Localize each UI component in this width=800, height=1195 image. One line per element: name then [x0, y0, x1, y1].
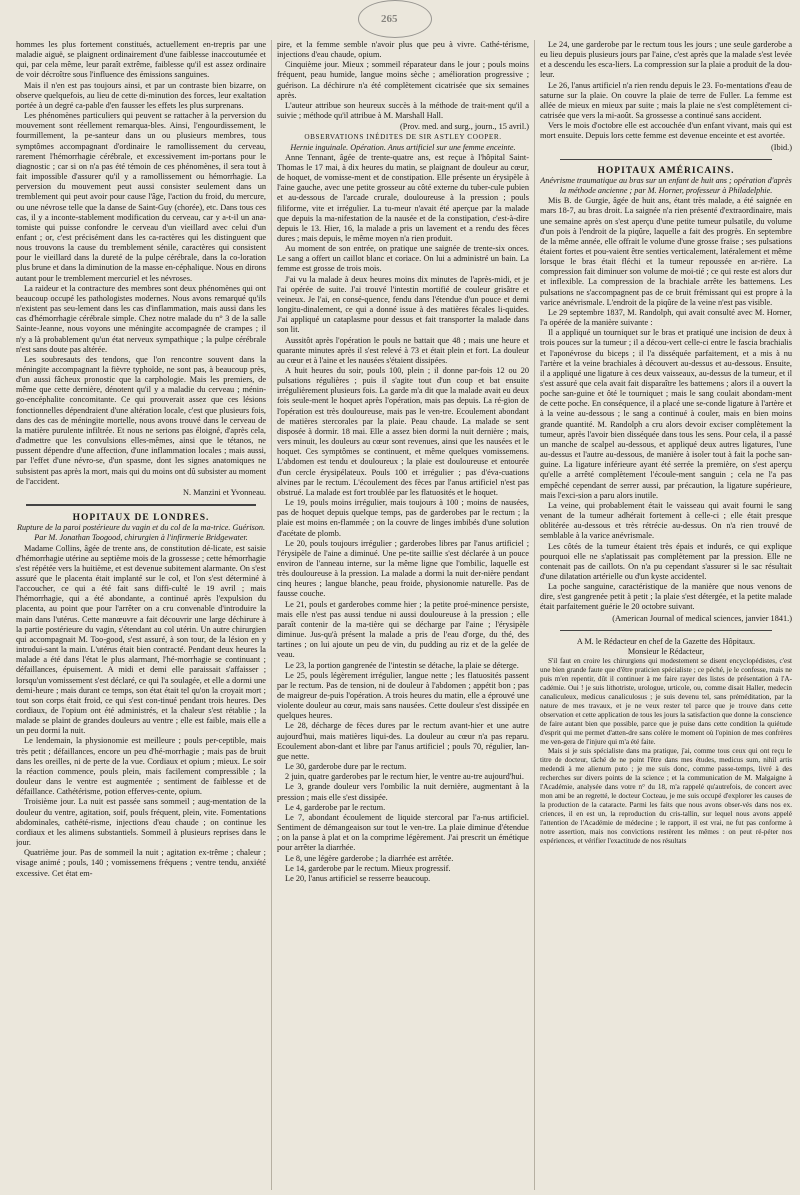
paragraph: Troisième jour. La nuit est passée sans sommeil ; aug-mentation de la douleur du ventre, agitation, soif, pouls fréquent, plein, vite. Fomentations abdominales, cathété-risme, injections d'eau chaude ; on continue les cordiaux et les alimens substantiels. Sommeil à plusieurs reprises dans le jour.: [16, 797, 266, 848]
paragraph: Le 29 septembre 1837, M. Randolph, qui avait consulté avec M. Horner, l'a opérée de la manière suivante :: [540, 307, 792, 328]
section-heading: HOPITAUX DE LONDRES.: [72, 513, 210, 524]
paragraph: Il a appliqué un tourniquet sur le bras et pratiqué une incision de deux à trois pouces sur la tumeur ; il a décou-vert celle-ci entre le fascia brachialis et l'aponévrose du biceps ; il l'a disséquée parfaitement, et a mis à nu l'artère et la veine brachiales à découvert au-dessus et au-dessous. Ensuite, il a appliqué une ligature à ces deux vaisseaux, au-dessus de la tumeur, et il s'est assuré que cela avait fait disparaître les battemens ; alors il a ouvert la poche san-guine et ôté le tourniquet ; mais le sang coulait abondam-ment de cette poche. En conséquence, il a placé une se-conde ligature à l'artère et à la veine au-dessous ; le sang a continué à couler, mais en bien moins grande quantité. M. Randolph a cru alors devoir exciser complètement la tumeur, après l'avoir bien disséquée dans tous les sens. Pour cela, il a passé un manche de scalpel au-dessous, et appliqué deux autres ligatures, l'une au-dessus et l'autre au-dessous, de manière à isoler tout à fait la poche san-guine. La ligature inférieure ayant été serrée la première, on s'est aperçu qu'elle a arrêté complètement l'écoule-ment sanguin ; cela ne l'a pas empêché cependant de serrer aussi, par précaution, la ligature supérieure, mais l'exci-sion a paru alors inutile.: [540, 328, 792, 500]
column-1: [16, 40, 266, 1190]
paragraph: Les phénomènes particuliers qui peuvent se rattacher à la perversion du mouvement sont réellement remarqua-bles. Ainsi, l'engourdissement, le fourmillement, la pe-santeur dans un ou plusieurs membres, tous symptômes accompagnant d'ordinaire le ramollissement du cerveau, rarement l'hémorrhagie cérébrale, et excessivement im-portans pour le diagnostic ; car si on n'a pas été témoin de ces phénomènes, il sera tout à fait impossible d'assurer qu'il y a ramollissement ou hémorrhagie. La perversion du mouvement peut aussi consister seulement dans un tremblement qui peut avoir pour cause l'âge, l'action du froid, du mercure, ou une névrose telle que la danse de Saint-Guy (chorée), etc. Dans tous ces cas, il y a inconte-stablement modification du cerveau, car y a-t-il un ana-tomiste qui puisse confondre le cerveau d'un vieillard avec celui d'un enfant ; or, c'est précisément dans les ca-ractères qui les distinguent que nous trouvons la cause du tremblement sénile, caractères qui consistent pour le vieillard dans la dureté de la pulpe cérébrale, dans la co-loration plus brune et dans la diminution de la masse en-céphalique. Nous en dirons autant pour le tremblement mercuriel et les névroses.: [16, 111, 266, 283]
paragraph: La poche sanguine, caractéristique de la manière que nous venons de dire, s'est gangrenée petit à petit ; la plaie s'est détergée, et la petite malade était parfaitement guérie le 20 octobre suivant.: [540, 582, 792, 612]
paragraph: J'ai vu la malade à deux heures moins dix minutes de l'après-midi, et je l'ai opérée de suite. J'ai trouvé l'intestin mortifié de couleur grisâtre et veineux. Je l'ai, en consé-quence, fendu dans l'étendue d'un pouce et demi longitu-dinalement, ce qui a donné issue à des matières fécales li-quides. J'ai appliqué un cataplasme pour dessus et fait transporter la malade dans son lit.: [277, 274, 529, 335]
paragraph: Le 21, pouls et garderobes comme hier ; la petite proé-minence persiste, mais elle n'est pas aussi tendue ni aussi douloureuse à la pression ; elle paraît contenir de la ma-tière qui se décharge par l'aine ; l'érysipèle diminue. Jus-qu'à présent la malade a pris de l'eau d'orge, du thé, des tartines ; on lui ajoute un peu de vin, du pudding au riz et de la gelée de veau.: [277, 599, 529, 660]
section-heading: HOPITAUX AMÉRICAINS.: [597, 165, 735, 176]
citation: (Ibid.): [771, 142, 792, 152]
paragraph: Le 8, une légère garderobe ; la diarrhée est arrêtée.: [285, 853, 454, 863]
paragraph: L'auteur attribue son heureux succès à la méthode de trait-ment qu'il a suivie ; méthode qu'il attribue à M. Marshall Hall.: [277, 100, 529, 121]
paragraph: hommes les plus fortement constitués, actuellement en-trepris par une maladie aiguë, se plaignent ordinairement d'une faiblesse inaccoutumée et qui, par cela même, leur paraît extrême, faiblesse qu'il est assez ordinaire de voir décroître sous l'influence des émissions sanguines.: [16, 40, 266, 80]
paragraph: Aussitôt après l'opération le pouls ne battait que 48 ; mais une heure et quarante minutes après il s'est relevé à 73 et était plein et fort. La douleur au cœur et à l'aine et les nausées s'étaient dissipées.: [277, 335, 529, 365]
paragraph: Le 3, grande douleur vers l'ombilic la nuit dernière, augmentant à la pression ; mais elle s'est dissipée.: [277, 782, 529, 802]
letter-paragraph: Mais si je suis spécialiste dans ma pratique, j'ai, comme tous ceux qui ont reçu le titre de docteur, tâché de ne point l'être dans mes études, medicus sum, nihil artis medendi à me alienum puto ; je me suis donc, comme passe-temps, livré à des recherches sur divers points de la science ; et la communication de M. Malgaigne à l'Académie, analysée dans votre n° du 18, m'a rappelé qu'autrefois, de concert avec mon ami be an regretté, le docteur Cocteau, je me suis occupé d'explorer les causes de la production de la cataracte. Parmi les faits que nous avons obser-vés dans nos ex. criences, il en est un, la reproduction du cris-tallin, sur lequel nous avons appelé l'attention de l'Académie de médecine ; le rapport, il est vrai, ne fut pas conforme à notre assertion, mais nos convictions restèrent les mêmes : on peut ré-péter nos expériences, et vérifier l'exactitude de nos résultats: [540, 747, 792, 846]
paragraph: Le 4, garderobe par le rectum.: [285, 802, 386, 812]
citation: (Prov. med. and surg., journ., 15 avril.): [399, 122, 529, 132]
paragraph: Cinquième jour. Mieux ; sommeil réparateur dans le jour ; pouls moins fréquent, peau humide, langue moins sèche ; amélioration progressive ; guérison. La déchirure n'a été complètement cicatrisée que six semaines après.: [277, 60, 529, 100]
article-title: Anévrisme traumatique au bras sur un enfant de huit ans ; opération d'après la méthode ancienne ; par M. Horner, professeur à Philadelphie.: [540, 175, 792, 196]
paragraph: Les soubresauts des tendons, que l'on rencontre souvent dans la méningite accompagnant la fièvre typhoïde, ne sont pas, à beaucoup près, d'un aussi fâcheux pronostic que la carphologie. Mais les premiers, de même que cette dernière, dénotent qu'il y a maladie du cerveau ; ménin-go-encéphalite concomitante. Ce qui prouverait assez que ces lésions fonctionnelles dépendraient d'une altération locale, c'est que plusieurs fois, dans des cas de méningite mortelle, nous avons trouvé dans le cerveau de la matière purulente infiltrée. Et nous ne serions pas éloigné, d'après cela, d'admettre que les convulsions elles-mêmes, ainsi que le tétanos, ne pussent dépendre d'une affection, d'une inflammation locales ; mais aussi, par l'effet d'une névro-se, d'un spasme, dont les signes anatomiques ne subsistent pas après la mort, mais qui du moins ont dû subsister au moment de l'accident.: [16, 354, 266, 486]
column-2: [277, 40, 529, 1190]
paragraph: Le 20, pouls toujours irrégulier ; garderobes libres par l'anus artificiel ; l'érysipèle de l'aine a diminué. Une pe-tite saillie s'est déclarée à un pouce environ de l'anneau interne, sur la même ligne que l'ombilic, laquelle est très douloureuse à la pression. La malade a dormi la nuit der-nière pendant cinq heures ; langue blanche, peau froide, physionomie naturelle. Pas de fausse couche.: [277, 538, 529, 599]
paragraph: La veine, qui probablement était le vaisseau qui avait fourni le sang venant de la tumeur adhérait fortement à celle-ci ; elle était presque oblitérée au-dessous et très rétrécie au-dessus. On n'a rien trouvé de semblable à la varice anévrismale.: [540, 500, 792, 541]
author-signature: N. Manzini et Yvonneau.: [183, 487, 266, 497]
citation: (American Journal of medical sciences, janvier 1841.): [612, 613, 792, 623]
paragraph: Anne Tennant, âgée de trente-quatre ans, est reçue à l'hôpital Saint-Thomas le 17 mai, à dix heures du matin, se plaignant de douleur au cœur, de hoquet, de vomisse-ment et de constipation. Elle présente un érysipèle à l'aine gauche, avec une petite grosseur au côté externe du tuber-cule pubien et au-dessous de l'arcade crurale, douloureuse à la pression ; pouls filiforme, vite et irrégulier. La tu-meur n'avait été aperçue par la malade que depuis la ma-nifestation de la nausée et de la constipation, c'est-à-dire depuis le 13. Hier, 16, la malade a pris un lavement et a rendu des fèces dures ; mais depuis, le même moyen n'a rien produit.: [277, 152, 529, 243]
column-separator: [534, 40, 535, 1190]
paragraph: Madame Collins, âgée de trente ans, de constitution dé-licate, est saisie d'hémorrhagie utérine au septième mois de la grossesse ; cette hémorrhagie s'est répétée vers la huitième, et est devenue subitement alarmante. On s'est assuré que le placenta était implanté sur le col, et l'on s'est déterminé à l'accoucher, ce qui a été fait sans diffi-culté le 19 avril ; mais l'hémorrhagie, qui a été abondante, a continué après l'expulsion du placenta, au point que pour l'arrêter on a cru convenable d'introduire la main dans l'utérus. Cette manœuvre a fait découvrir une large déchirure à la partie postérieure du vagin, s'étendant au col utérin. Un autre chirurgien qui accompagnait M. Too-good, s'est assuré, à son tour, de la lésion en y introdui-sant la main. L'utérus était bien contracté. Pendant deux heures la malade a été dans l'état le plus alarmant, l'hé-morrhagie se continuant ; défaillances, épuisement. A midi et demi elle paraissait s'affaisser ; lorsqu'un vomissement s'est déclaré, ce qui l'a soulagée, et elle a dormi une demi-heure ; mais durant ce temps, son état était tel qu'on la croyait mort ; tout son corps était froid, ce qui s'est con-tinué pendant trois heures. Des cordiaux, de l'opium ont été administrés, et la chaleur s'est rétablie ; la malade se plaint de grandes douleurs au ventre ; elle est faible, mais elle a un peu dormi la nuit.: [16, 543, 266, 736]
letter-salutation: Monsieur le Rédacteur,: [627, 646, 705, 656]
paragraph: Vers le mois d'octobre elle est accouchée d'un enfant vivant, mais qui est mort ensuite. Depuis lors cette femme est devenue enceinte et est avortée.: [540, 121, 792, 141]
paragraph: Le 20, l'anus artificiel se resserre beaucoup.: [285, 873, 431, 883]
paragraph: Quatrième jour. Pas de sommeil la nuit ; agitation ex-trême ; chaleur ; visage animé ; pouls, 140 ; vomissemens fréquens ; ventre tendu, anxiété excessive. Cet état em-: [16, 848, 266, 878]
paragraph: Les côtés de la tumeur étaient très épais et indurés, ce qui explique pourquoi elle ne s'aplatissait pas complètement par la pression. Elle ne contenait pas de caillots. On n'a pu cependant s'assurer si le sac résultait d'une dilatation artérielle ou d'un kyste accidentel.: [540, 541, 792, 581]
paragraph: Le 24, une garderobe par le rectum tous les jours ; une seule garderobe a eu lieu depuis plusieurs jours par l'aine, c'est après que la malade s'est levée et a descendu les esca-liers. La compression sur la plaie a produit de la dou-leur.: [540, 40, 792, 80]
paragraph: A huit heures du soir, pouls 100, plein ; il donne par-fois 12 ou 20 pulsations régulières ; puis il s'agite tout d'un coup et bat ensuite irrégulièrement plusieurs fois. La garde m'a dit que la malade avait eu deux fois seule-ment le hoquet après l'opération, mais pas depuis. La ré-gion de l'opération est très douloureuse, mais pas le ven-tre. Ecoulement abondant de matières stercorales par la plaie. Peau chaude. La malade se sent disposée à dormir. 18 mai. Elle a assez bien dormi la nuit dernière ; mais, vers minuit, les douleurs au cœur sont revenues, ainsi que les nausées et le hoquet. Ces symptômes se continuent, et même quelques vomissemens. L'abdomen est tendu et douloureux ; la plaie est douloureuse et entourée d'un cercle érysipélateux. Pouls 100 et irrégulier ; pas d'éva-cuations alvines par le rectum. L'écoulement des fèces par l'anus artificiel n'est pas obstrué. La malade est fort troublée par les flatuosités et le hoquet.: [277, 366, 529, 497]
divider: [560, 159, 772, 160]
paragraph: Mis B. de Gurgie, âgée de huit ans, étant très malade, a été saignée en mars 18-7, au bras droit. La saignée n'a rien présenté d'extraordinaire, mais une semaine après on s'est aperçu d'une petite tumeur pulsatile, du volume d'un pois à l'endroit de la piqûre, laquelle a fait des progrès. En septembre de la même année, elle offrait le volume d'une grosse fraise ; ses pulsations étaient fortes et pou-vaient être senties verticalement, latéralement et même lorsque le bras était fléchi et la tumeur repoussée en ar-rière. La compression fait diminuer son volume de moi-tié ; ce qui reste est alors dur et inflexible. La compression de la brachiale arrête les battemens. Les pulsations ne s'accompagnent pas de ce bruit frémissant qui est propre à la varice anévrismale. L'endroit de la piqûre de la veine n'est pas visible.: [540, 196, 792, 307]
divider: [26, 504, 256, 507]
paragraph: 2 juin, quatre garderobes par le rectum hier, le ventre au-tre aujourd'hui.: [285, 772, 524, 782]
paragraph: Le 23, la portion gangrenée de l'intestin se détache, la plaie se déterge.: [285, 660, 519, 670]
paragraph: Le 26, l'anus artificiel n'a rien rendu depuis le 23. Fo-mentations d'eau de saturne sur la plaie. On couvre la plaie de terre de Fuller. La femme est allée de mieux en mieux par suite ; mais la plaie ne s'est complètement ci-catrisée que vers la mi-août. Sa grossesse a continué sans accident.: [540, 80, 792, 121]
paragraph: Le 28, décharge de fèces dures par le rectum avant-hier et une autre aujourd'hui, mais matières liqui-des. La douleur au cœur n'a pas reparu. Ecoulement abon-dant et libre par l'anus artificiel ; pouls 70, régulier, lan-gue nette.: [277, 721, 529, 761]
paragraph: La raideur et la contracture des membres sont deux phénomènes qui ont beaucoup occupé les pathologistes modernes. Nous avons remarqué qu'ils n'existent pas seu-lement dans les cas d'inflammation, mais aussi dans les cas d'hémorrhagie cérébrale simple. Chez notre malade du n° 3 de la salle Sainte-Jeanne, nous voyons une méningite accompagnée de crampes ; il n'y a là probablement qu'un état nerveux sympathique ; la pulpe cérébrale n'est sans doute pas altérée.: [16, 283, 266, 354]
section-subheading: OBSERVATIONS INÉDITES DE SIR ASTLEY COOPER.: [304, 133, 502, 142]
paragraph: Le 19, pouls moins irrégulier, mais toujours à 100 ; moins de nausées, pas de hoquet depuis quelque temps, pas de garderobes par le rectum ; la plaie est moins en-flammée ; on la couvre de linges imbibés d'une solution d'acétate de plomb.: [277, 498, 529, 538]
paragraph: Le 25, pouls légèrement irrégulier, langue nette ; les flatuosités passent par le rectum. Pas de tension, ni de douleur à l'abdomen ; appétit bon ; pas de maigreur de-puis l'opération. A trois heures du matin, elle a éprouvé une violente douleur au cœur, mais sans nausées. Cette douleur s'est dissipée en quelques heures.: [277, 670, 529, 721]
paragraph: Le lendemain, la physionomie est meilleure ; pouls per-ceptible, mais très petit ; défaillances, encore un peu d'hé-morrhagie ; mais pas de bruit dans les oreilles, ni de perte de la vue. Cordiaux et opium ; mieux. Le soir la réaction commence, pouls plein, mais facilement compressible ; la douleur dans le ventre est augmentée ; sentiment de faiblesse et de défaillance. Cathétérisme, potion efferves-cente, opium.: [16, 736, 266, 797]
paragraph: Au moment de son entrée, on pratique une saignée de trente-six onces. Le sang a offert un caillot blanc et coriace. On lui a administré un bain. La femme est grosse de trois mois.: [277, 244, 529, 274]
article-title: Hernie inguinale. Opération. Anus artificiel sur une femme enceinte.: [290, 142, 516, 152]
letter-paragraph: S'il faut en croire les chirurgiens qui modestement se disent encyclopédistes, c'est une bien grande faute que d'être praticien spécialiste ; ce péché, je le confesse, mais ne puis m'en repentir, dût il continuer à me faire rayer des listes de présentation à l'A-cadémie. Oui ! je suis lithotriste, urologue, urticole, ou, comme disait Haller, medecin canaliculeux, medicus canaliculosus ; je suis devenu tel, sans préméditation, par la nature de mes travaux, et je ne veux rester tel parce que je trouve dans cette observation et cette application de tous les jours la satisfaction que donne la conscience de faire autant bien que possible, parce que je puise dans cette condition la quiétude d'esprit qui me permet d'atten-dre sans colère le moment où l'opinion de mes confrères me ven-gera de l'injure qui m'a été faite.: [540, 657, 792, 747]
paragraph: pire, et la femme semble n'avoir plus que peu à vivre. Cathé-térisme, injections d'eau chaude, opium.: [277, 40, 529, 60]
article-title: Rupture de la paroi postérieure du vagin et du col de la ma-trice. Guérison. Par M. Jonathan Toogood, chirurgien à l'infirmerie Bridgewater.: [16, 523, 266, 543]
paragraph: Mais il n'en est pas toujours ainsi, et par un contraste bien bizarre, on observe quelquefois, au lieu de cette di-minution des forces, leur exaltation portée à un degré ca-pable d'en fausser les effets les plus surprenans.: [16, 80, 266, 110]
library-stamp: 265: [358, 0, 432, 38]
paragraph: Le 7, abondant écoulement de liquide stercoral par l'a-nus artificiel. Sentiment de démangeaison sur tout le ven-tre. La plaie diminue d'étendue ; on la panse à plat et on la comprime légèrement. J'ai prescrit un émétique pour arrêter la diarrhée.: [277, 812, 529, 853]
divider: [560, 630, 772, 631]
column-separator: [271, 40, 272, 1190]
column-3: [540, 40, 792, 1190]
paragraph: Le 14, garderobe par le rectum. Mieux progressif.: [285, 863, 451, 873]
letter-heading: A M. le Rédacteur en chef de la Gazette des Hôpitaux.: [576, 636, 756, 646]
paragraph: Le 30, garderobe dure par le rectum.: [285, 762, 407, 772]
